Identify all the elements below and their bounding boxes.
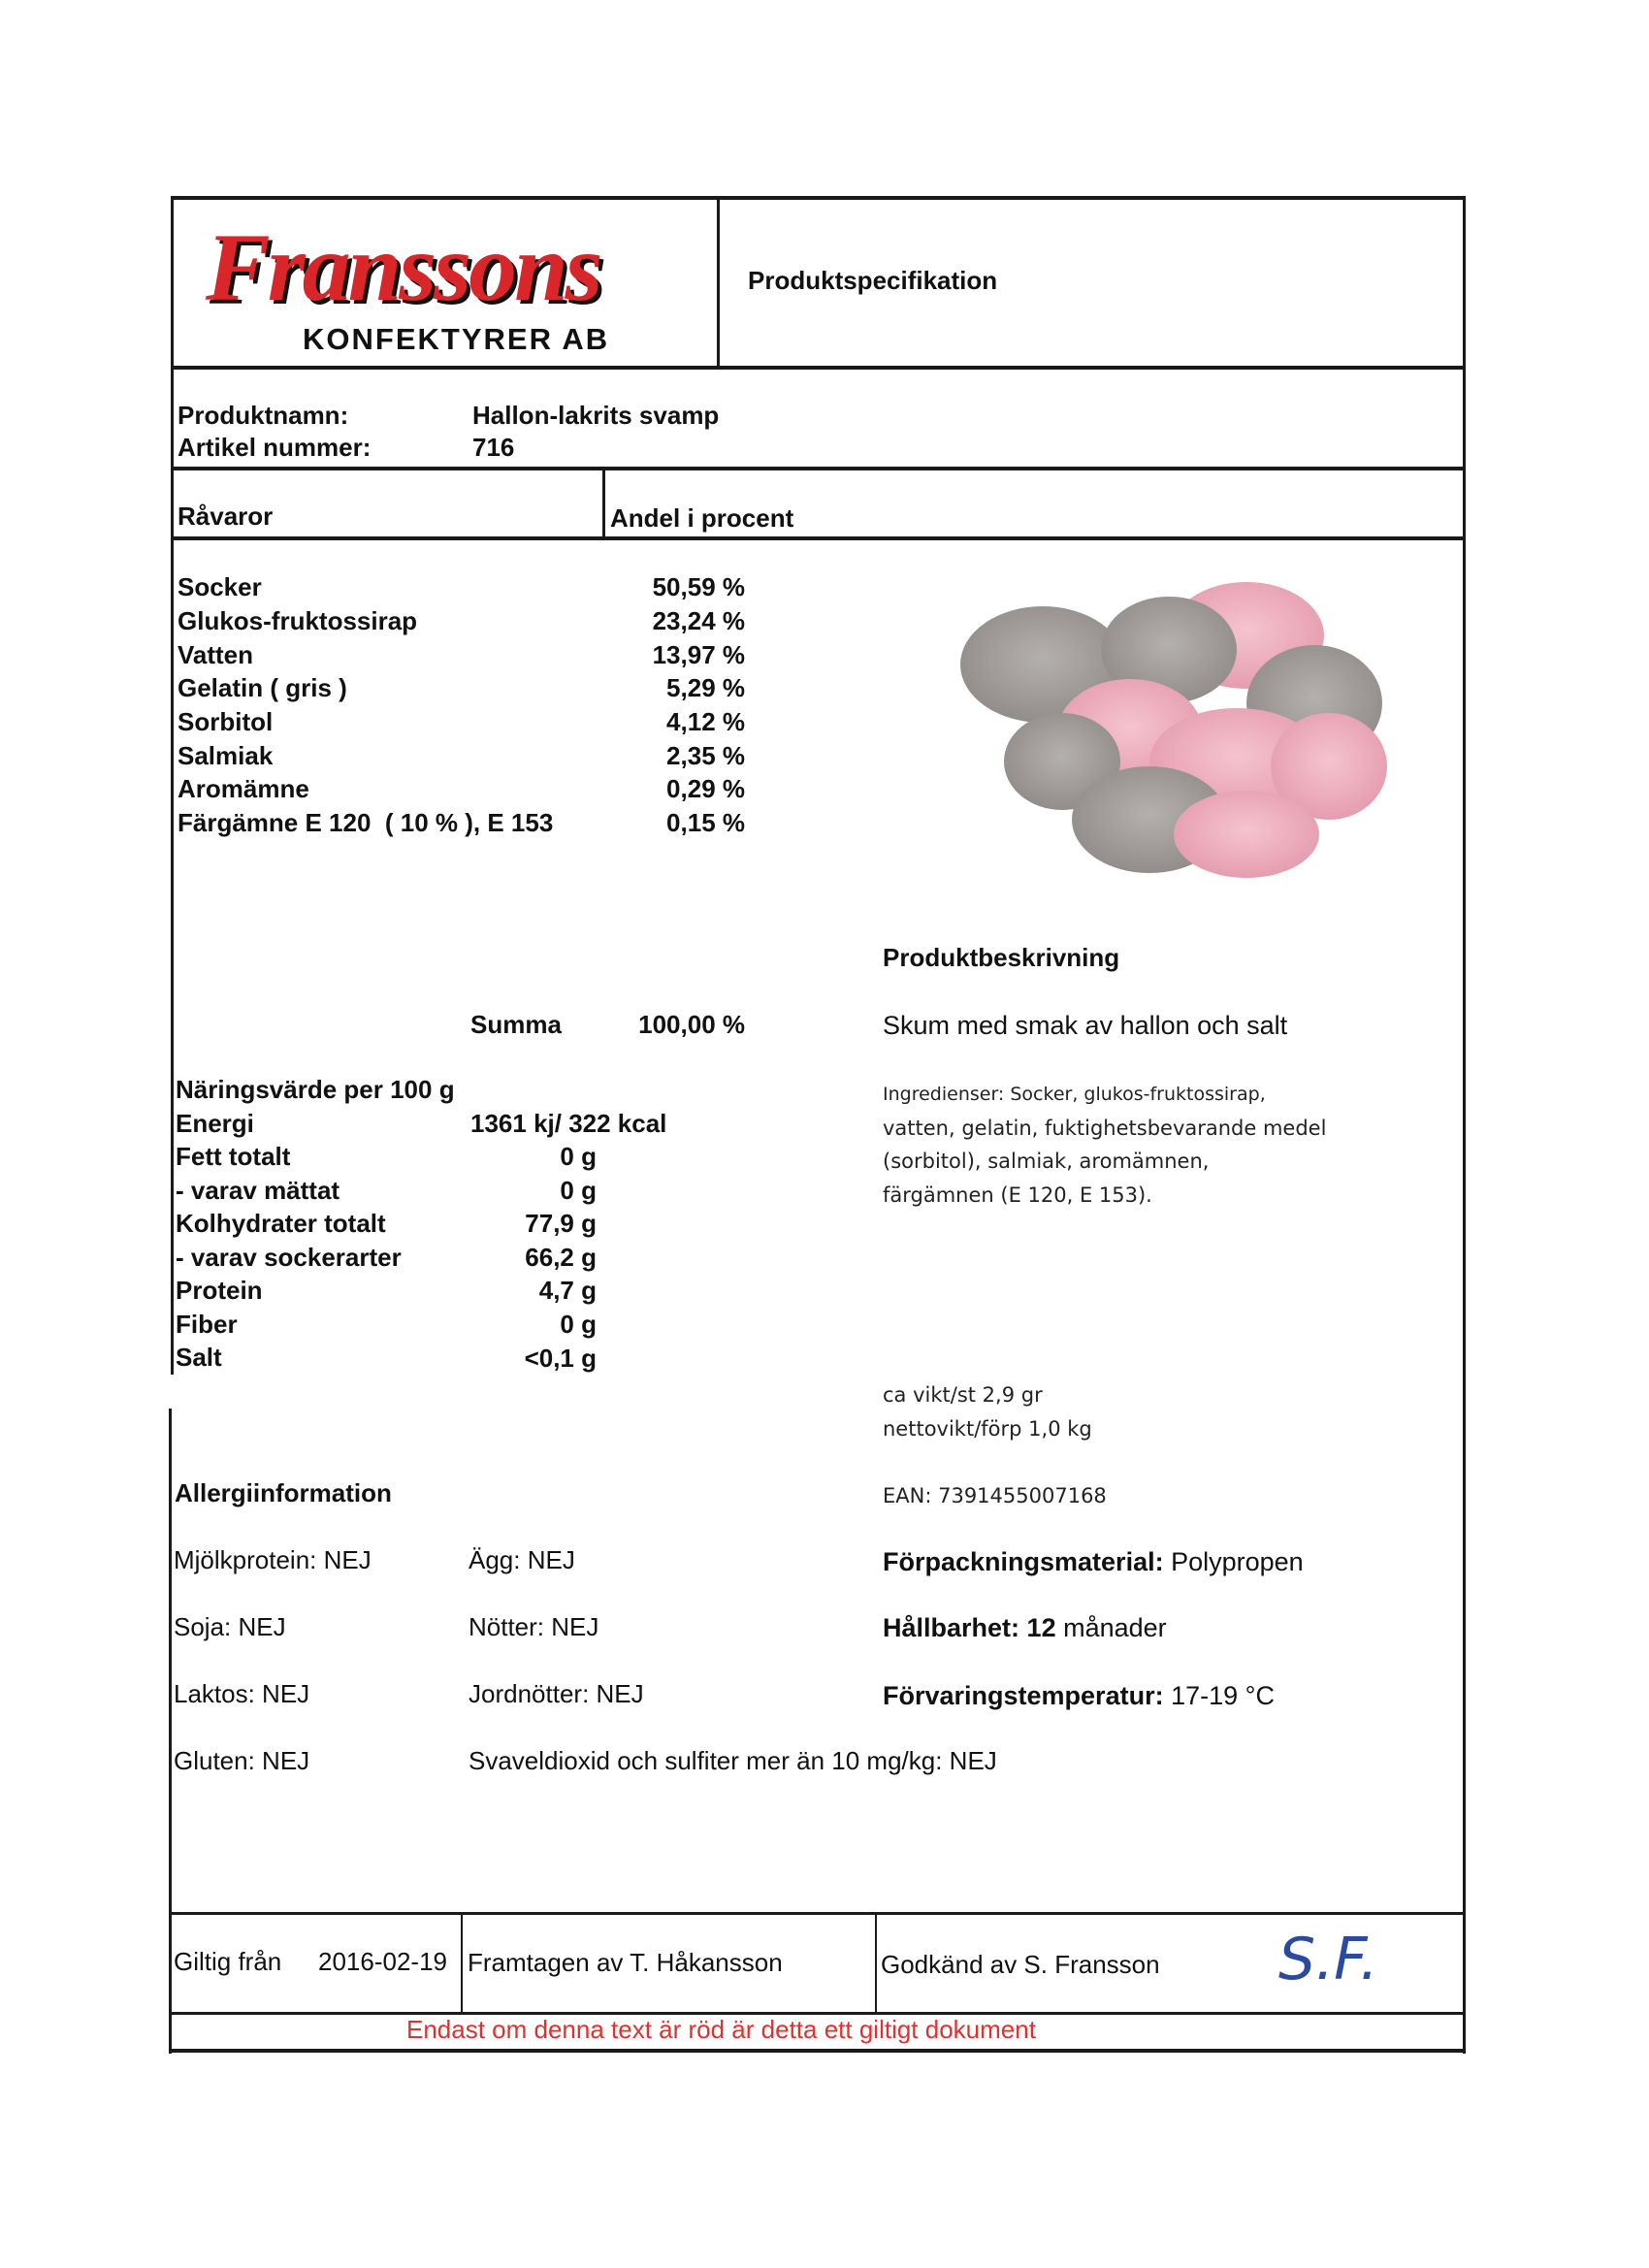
ean-code: EAN: 7391455007168	[883, 1484, 1107, 1507]
frame-right	[1463, 196, 1466, 2054]
packaging-label: Förpackningsmaterial:	[883, 1547, 1164, 1576]
ingredient-pct: 13,97 %	[652, 640, 745, 669]
ingredient-name: Gelatin ( gris )	[178, 673, 347, 702]
divider	[172, 536, 1466, 540]
ingredient-pct: 0,15 %	[666, 808, 745, 837]
nutrition-name: Kolhydrater totalt	[176, 1209, 386, 1238]
description-summary: Skum med smak av hallon och salt	[883, 1011, 1288, 1040]
net-weight: nettovikt/förp 1,0 kg	[883, 1417, 1092, 1441]
nutrition-value: <0,1 g	[524, 1344, 597, 1373]
signature: S.F.	[1278, 1926, 1379, 1993]
nutrition-name: Protein	[176, 1276, 263, 1305]
divider	[875, 1913, 877, 2014]
nutrition-value: 0 g	[560, 1176, 597, 1205]
ingredient-name: Sorbitol	[178, 707, 274, 736]
ingredient-pct: 4,12 %	[666, 707, 745, 736]
allergy-item: Ägg: NEJ	[469, 1545, 575, 1574]
valid-from-label: Giltig från	[174, 1947, 282, 1976]
prepared-by: Framtagen av T. Håkansson	[468, 1948, 783, 1977]
frame-left-lower	[169, 1409, 172, 2054]
ingredient-name: Socker	[178, 572, 262, 601]
divider	[172, 467, 1466, 470]
ingredients-line: (sorbitol), salmiak, aromämnen,	[883, 1150, 1210, 1173]
ingredient-name: Färgämne E 120 ( 10 % ), E 153	[178, 808, 554, 837]
ingredients-line: färgämnen (E 120, E 153).	[883, 1183, 1152, 1207]
valid-from-date: 2016-02-19	[318, 1947, 447, 1976]
allergy-item: Soja: NEJ	[174, 1612, 286, 1641]
document-title: Produktspecifikation	[748, 266, 998, 295]
ingredient-pct: 5,29 %	[666, 673, 745, 702]
product-name-label: Produktnamn:	[178, 401, 349, 430]
ingredient-pct: 2,35 %	[666, 741, 745, 770]
shelf-number: 12	[1026, 1613, 1056, 1642]
nutrition-value: 1361 kj/ 322 kcal	[470, 1109, 667, 1138]
nutrition-value: 0 g	[560, 1142, 597, 1171]
frame-top	[172, 196, 1466, 200]
allergy-title: Allergiinformation	[175, 1478, 392, 1507]
percentage-header: Andel i procent	[610, 503, 794, 533]
nutrition-value: 77,9 g	[525, 1209, 597, 1238]
storage-label: Förvaringstemperatur:	[883, 1681, 1164, 1710]
shelf-life	[883, 1613, 1167, 1642]
nutrition-name: Fett totalt	[176, 1142, 291, 1171]
ingredient-name: Salmiak	[178, 741, 274, 770]
packaging-value: Polypropen	[1171, 1547, 1304, 1576]
approved-by: Godkänd av S. Fransson	[881, 1950, 1160, 1979]
divider	[169, 1912, 1466, 1915]
allergy-item: Nötter: NEJ	[469, 1612, 599, 1641]
divider	[172, 366, 1466, 370]
logo-wordmark: Franssons	[206, 213, 600, 321]
ingredient-name: Vatten	[178, 640, 254, 669]
frame-left	[171, 196, 174, 1375]
ingredient-pct: 50,59 %	[652, 572, 745, 601]
nutrition-value: 0 g	[560, 1310, 597, 1339]
ingredient-name: Glukos-fruktossirap	[178, 606, 418, 635]
company-logo	[206, 213, 691, 360]
product-name-value: Hallon-lakrits svamp	[472, 401, 720, 430]
nutrition-title: Näringsvärde per 100 g	[176, 1075, 455, 1104]
allergy-item: Svaveldioxid och sulfiter mer än 10 mg/kg: NEJ	[469, 1746, 997, 1775]
ingredient-name: Aromämne	[178, 774, 309, 803]
weight-each: ca vikt/st 2,9 gr	[883, 1383, 1043, 1407]
frame-bottom	[169, 2049, 1466, 2053]
divider	[717, 198, 720, 368]
ingredient-pct: 0,29 %	[666, 774, 745, 803]
sum-value: 100,00 %	[638, 1010, 745, 1039]
allergy-item: Gluten: NEJ	[174, 1746, 310, 1775]
article-number-value: 716	[472, 433, 515, 462]
description-title: Produktbeskrivning	[883, 943, 1120, 972]
logo-subtitle: KONFEKTYRER AB	[303, 322, 610, 356]
allergy-item: Jordnötter: NEJ	[469, 1679, 644, 1708]
storage-temperature	[883, 1681, 1275, 1710]
product-photo	[955, 567, 1392, 888]
nutrition-name: Salt	[176, 1343, 222, 1372]
shelf-unit: månader	[1063, 1613, 1167, 1642]
ingredients-line: Ingredienser: Socker, glukos-fruktossirap,	[883, 1084, 1266, 1105]
nutrition-name: Fiber	[176, 1310, 238, 1339]
nutrition-name: - varav mättat	[176, 1176, 340, 1205]
allergy-item: Laktos: NEJ	[174, 1679, 310, 1708]
storage-value: 17-19 °C	[1171, 1681, 1275, 1710]
sum-label: Summa	[470, 1010, 562, 1039]
nutrition-value: 66,2 g	[525, 1243, 597, 1272]
ingredients-text	[883, 1078, 1326, 1212]
divider	[461, 1913, 463, 2014]
divider	[602, 469, 605, 538]
validity-note: Endast om denna text är röd är detta ett giltigt dokument	[406, 2015, 1036, 2044]
allergy-item: Mjölkprotein: NEJ	[174, 1545, 372, 1574]
nutrition-value: 4,7 g	[538, 1276, 597, 1305]
shelf-label: Hållbarhet:	[883, 1613, 1020, 1642]
article-number-label: Artikel nummer:	[178, 433, 372, 462]
nutrition-name: Energi	[176, 1109, 254, 1138]
nutrition-name: - varav sockerarter	[176, 1243, 402, 1272]
packaging-material	[883, 1547, 1304, 1576]
ingredient-pct: 23,24 %	[652, 606, 745, 635]
raw-materials-header: Råvaror	[178, 502, 274, 531]
ingredients-line: vatten, gelatin, fuktighetsbevarande medel	[883, 1116, 1327, 1140]
